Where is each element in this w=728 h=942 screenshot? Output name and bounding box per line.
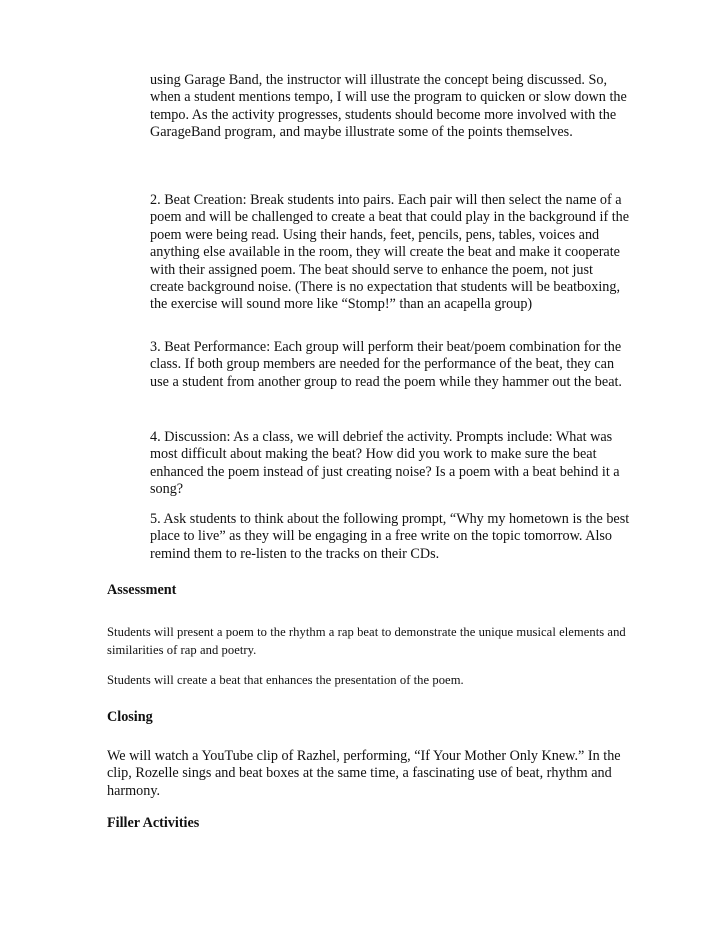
intro-paragraph: using Garage Band, the instructor will illustrate the concept being discussed. So, when a student mentions tempo, I will use the program to quicken or slow down the tempo. As the activity progresses, students should become more involved with the GarageBand program, and maybe illustrate some of the points themselves. bbox=[150, 72, 627, 141]
step-discussion: 4. Discussion: As a class, we will debrief the activity. Prompts include: What was most difficult about making the beat? How did you work to make sure the beat enhanced the poem instead of just creating noise? Is a poem with a beat behind it a song? bbox=[150, 429, 620, 498]
assessment-heading: Assessment bbox=[107, 582, 177, 598]
step-prompt: 5. Ask students to think about the following prompt, “Why my hometown is the best place to live” as they will be engaging in a free write on the topic tomorrow. Also remind them to re-listen to the tracks on their CDs. bbox=[150, 511, 630, 562]
closing-heading: Closing bbox=[107, 709, 153, 725]
assessment-paragraph-2: Students will create a beat that enhances the presentation of the poem. bbox=[107, 673, 464, 687]
step-beat-performance: 3. Beat Performance: Each group will perform their beat/poem combination for the class. If both group members are needed for the performance of the beat, they can use a student from another group to read the poem while they hammer out the beat. bbox=[150, 339, 622, 390]
assessment-paragraph-1: Students will present a poem to the rhythm a rap beat to demonstrate the unique musical elements and similarities of rap and poetry. bbox=[107, 625, 626, 657]
step-beat-creation: 2. Beat Creation: Break students into pairs. Each pair will then select the name of a poem and will be challenged to create a beat that could play in the background if the poem were being read. Using their hands, feet, pencils, pens, tables, voices and anything else available in the room, they will create the beat and make it cooperate with their assigned poem. The beat should serve to enhance the poem, not just create background noise. (There is no expectation that students will be beatboxing, the exercise will sound more like “Stomp!” than an acapella group) bbox=[150, 192, 630, 313]
filler-activities-heading: Filler Activities bbox=[107, 815, 200, 831]
closing-paragraph: We will watch a YouTube clip of Razhel, performing, “If Your Mother Only Knew.” In the clip, Rozelle sings and beat boxes at the same time, a fascinating use of beat, rhythm and harmony. bbox=[107, 748, 621, 799]
